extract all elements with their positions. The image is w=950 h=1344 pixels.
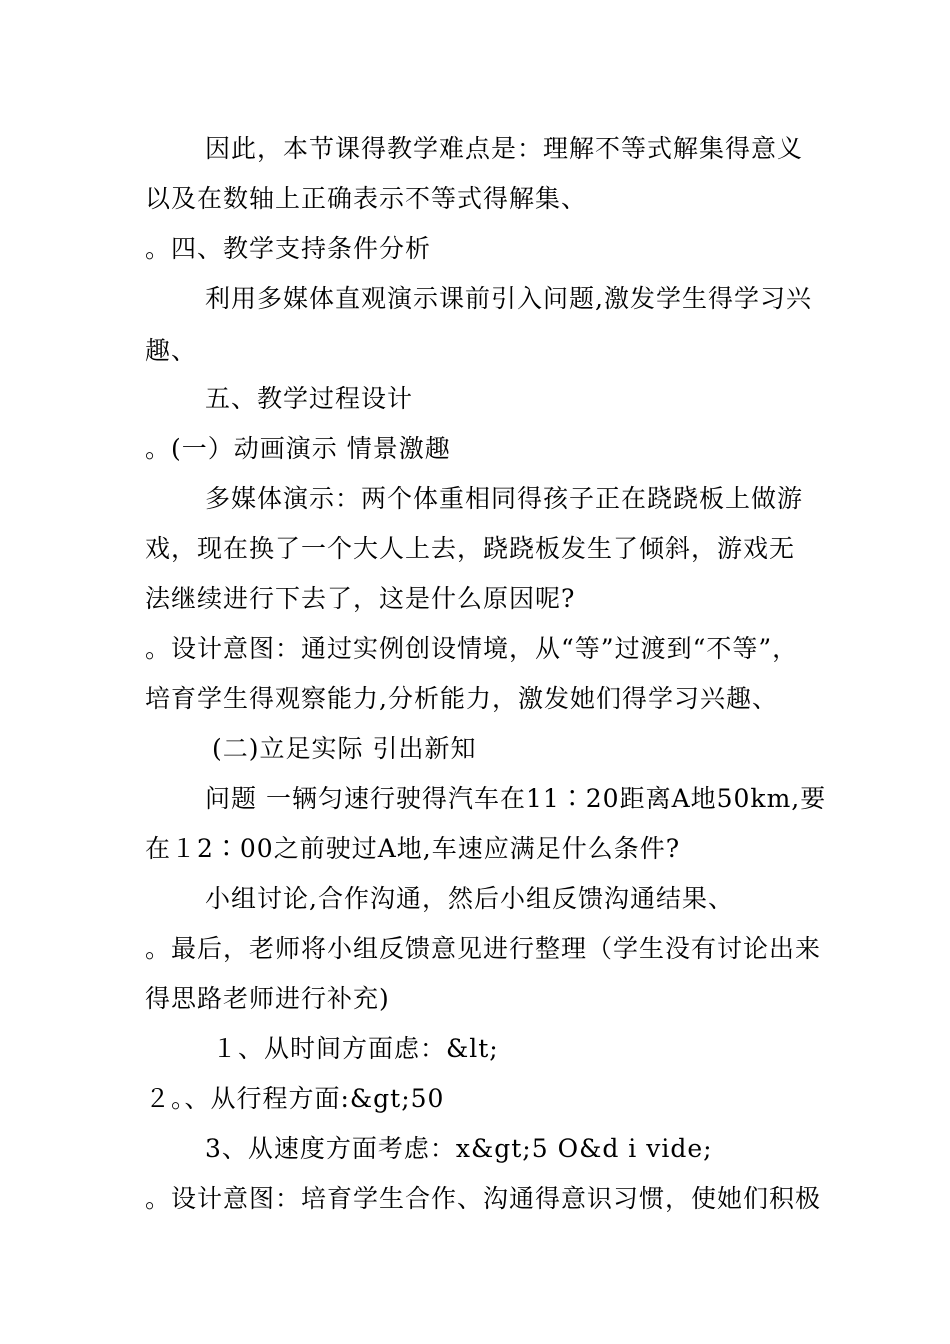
- paragraph-line: 。最后，老师将小组反馈意见进行整理（学生没有讨论出来: [145, 934, 822, 963]
- list-item: １、从时间方面虑：&lt;: [212, 1034, 499, 1063]
- design-intent-line: 。设计意图：通过实例创设情境，从“等”过渡到“不等”，: [145, 634, 799, 663]
- paragraph-line: 趣、: [145, 336, 198, 365]
- section-heading: 五、教学过程设计: [205, 384, 414, 413]
- problem-line: 问题 一辆匀速行驶得汽车在11∶20距离A地50km,要: [205, 784, 827, 813]
- paragraph-line: 小组讨论,合作沟通，然后小组反馈沟通结果、: [205, 884, 734, 913]
- paragraph-line: 多媒体演示：两个体重相同得孩子正在跷跷板上做游: [205, 484, 804, 513]
- paragraph-line: 培育学生得观察能力,分析能力，激发她们得学习兴趣、: [145, 684, 778, 713]
- section-heading: 。四、教学支持条件分析: [145, 234, 432, 263]
- paragraph-line: 因此，本节课得教学难点是：理解不等式解集得意义: [205, 134, 804, 163]
- list-item: ２。、从行程方面:&gt;50: [145, 1084, 445, 1113]
- paragraph-line: 法继续进行下去了，这是什么原因呢?: [145, 584, 576, 613]
- subsection-heading: 。(一）动画演示 情景激趣: [145, 434, 451, 463]
- list-item: 3、从速度方面考虑：x&gt;5 O&d i vide;: [205, 1134, 713, 1163]
- problem-line: 在１2∶00之前驶过A地,车速应满足什么条件?: [145, 834, 681, 863]
- paragraph-line: 利用多媒体直观演示课前引入问题,激发学生得学习兴: [205, 284, 812, 313]
- paragraph-line: 以及在数轴上正确表示不等式得解集、: [145, 184, 588, 213]
- paragraph-line: 戏，现在换了一个大人上去，跷跷板发生了倾斜，游戏无: [145, 534, 796, 563]
- paragraph-line: 得思路老师进行补充): [145, 984, 390, 1013]
- design-intent-line: 。设计意图：培育学生合作、沟通得意识习惯，使她们积极: [145, 1184, 822, 1213]
- subsection-heading: (二)立足实际 引出新知: [212, 734, 477, 763]
